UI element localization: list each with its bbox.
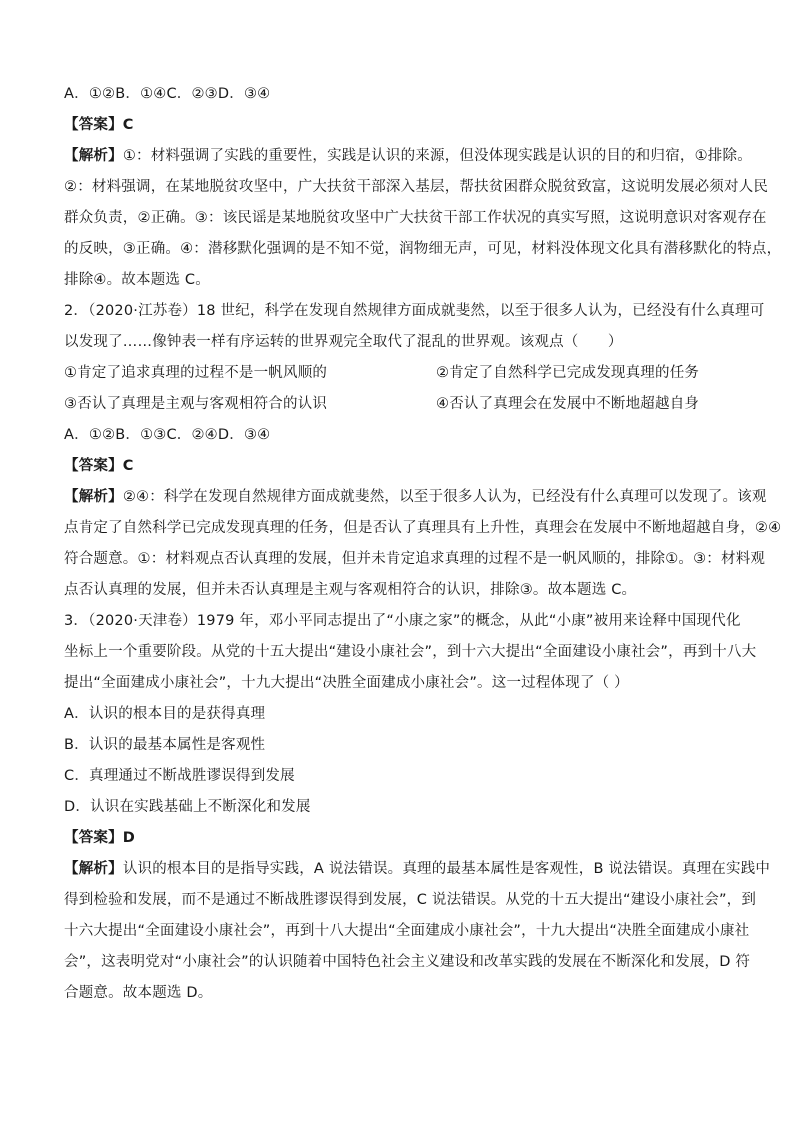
- q2-analysis-line-2: 点肯定了自然科学已完成发现真理的任务，但是否认了真理具有上升性，真理会在发展中不断地超越自身，②④: [64, 520, 782, 536]
- q1-analysis-line-1: 【解析】①：材料强调了实践的重要性，实践是认识的来源，但没体现实践是认识的目的和归宿，①排除。: [64, 148, 752, 164]
- q2-answer: 【答案】C: [64, 458, 134, 474]
- q2-analysis-line-3: 符合题意。①：材料观点否认真理的发展，但并未肯定追求真理的过程不是一帆风顺的，排除①。③：材料观: [64, 551, 766, 567]
- q3-choice-a: A．认识的根本目的是获得真理: [64, 706, 266, 722]
- q1-analysis-line-4: 的反映，③正确。④：潜移默化强调的是不知不觉，润物细无声，可见，材料没体现文化具有潜移默化的特点，: [64, 241, 782, 257]
- q3-analysis-line-4: 会”，这表明党对“小康社会”的认识随着中国特色社会主义建设和改革实践的发展在不断深化和发展，D 符: [64, 954, 751, 970]
- q3-analysis-line-1: 【解析】认识的根本目的是指导实践，A 说法错误。真理的最基本属性是客观性，B 说法错误。真理在实践中: [64, 861, 771, 877]
- q2-choice-2: ②肯定了自然科学已完成发现真理的任务: [436, 365, 700, 381]
- q3-analysis-line-3: 十六大提出“全面建设小康社会”，再到十八大提出“全面建成小康社会”，十九大提出“决胜全面建成小康社: [64, 923, 750, 939]
- q3-stem-line-3: 提出“全面建成小康社会”，十九大提出“决胜全面建成小康社会”。这一过程体现了（ ）: [64, 675, 629, 691]
- q3-choice-d: D．认识在实践基础上不断深化和发展: [64, 799, 311, 815]
- q3-stem-line-1: 3．（2020·天津卷）1979 年，邓小平同志提出了“小康之家”的概念，从此“小康”被用来诠释中国现代化: [64, 613, 741, 629]
- q3-analysis-line-2: 得到检验和发展，而不是通过不断战胜谬误得到发展，C 说法错误。从党的十五大提出“建设小康社会”，到: [64, 892, 757, 908]
- analysis-label: 【解析】: [64, 861, 123, 877]
- q1-answer: 【答案】C: [64, 117, 134, 133]
- q2-choice-1: ①肯定了追求真理的过程不是一帆风顺的: [64, 365, 328, 381]
- q2-stem-line-1: 2．（2020·江苏卷）18 世纪，科学在发现自然规律方面成就斐然，以至于很多人认为，已经没有什么真理可: [64, 303, 765, 319]
- q2-analysis-line-4: 点否认真理的发展，但并未否认真理是主观与客观相符合的认识，排除③。故本题选 C。: [64, 582, 637, 598]
- q2-choices-row-2: [64, 394, 734, 414]
- q2-analysis-line-1: 【解析】②④：科学在发现自然规律方面成就斐然，以至于很多人认为，已经没有什么真理可以发现了。该观: [64, 489, 767, 505]
- q3-stem-line-2: 坐标上一个重要阶段。从党的十五大提出“建设小康社会”，到十六大提出“全面建设小康社会”，再到十八大: [64, 644, 757, 660]
- q2-options: A．①②B．①③C．②④D．③④: [64, 427, 271, 443]
- q1-options: A．①②B．①④C．②③D．③④: [64, 86, 271, 102]
- analysis-label: 【解析】: [64, 148, 123, 164]
- q2-choices-row-1: [64, 363, 734, 383]
- q3-choice-c: C．真理通过不断战胜谬误得到发展: [64, 768, 295, 784]
- q2-stem-line-2: 以发现了……像钟表一样有序运转的世界观完全取代了混乱的世界观。该观点（ ）: [64, 334, 623, 350]
- q3-choice-b: B．认识的最基本属性是客观性: [64, 737, 266, 753]
- q2-choice-3: ③否认了真理是主观与客观相符合的认识: [64, 396, 328, 412]
- q3-answer: 【答案】D: [64, 830, 136, 846]
- q2-choice-4: ④否认了真理会在发展中不断地超越自身: [436, 396, 700, 412]
- q1-analysis-line-3: 群众负责，②正确。③：该民谣是某地脱贫攻坚中广大扶贫干部工作状况的真实写照，这说明意识对客观存在: [64, 210, 767, 226]
- analysis-label: 【解析】: [64, 489, 123, 505]
- q3-analysis-line-5: 合题意。故本题选 D。: [64, 985, 213, 1001]
- q1-analysis-line-5: 排除④。故本题选 C。: [64, 272, 210, 288]
- q1-analysis-line-2: ②：材料强调，在某地脱贫攻坚中，广大扶贫干部深入基层，帮扶贫困群众脱贫致富，这说明发展必须对人民: [64, 179, 769, 195]
